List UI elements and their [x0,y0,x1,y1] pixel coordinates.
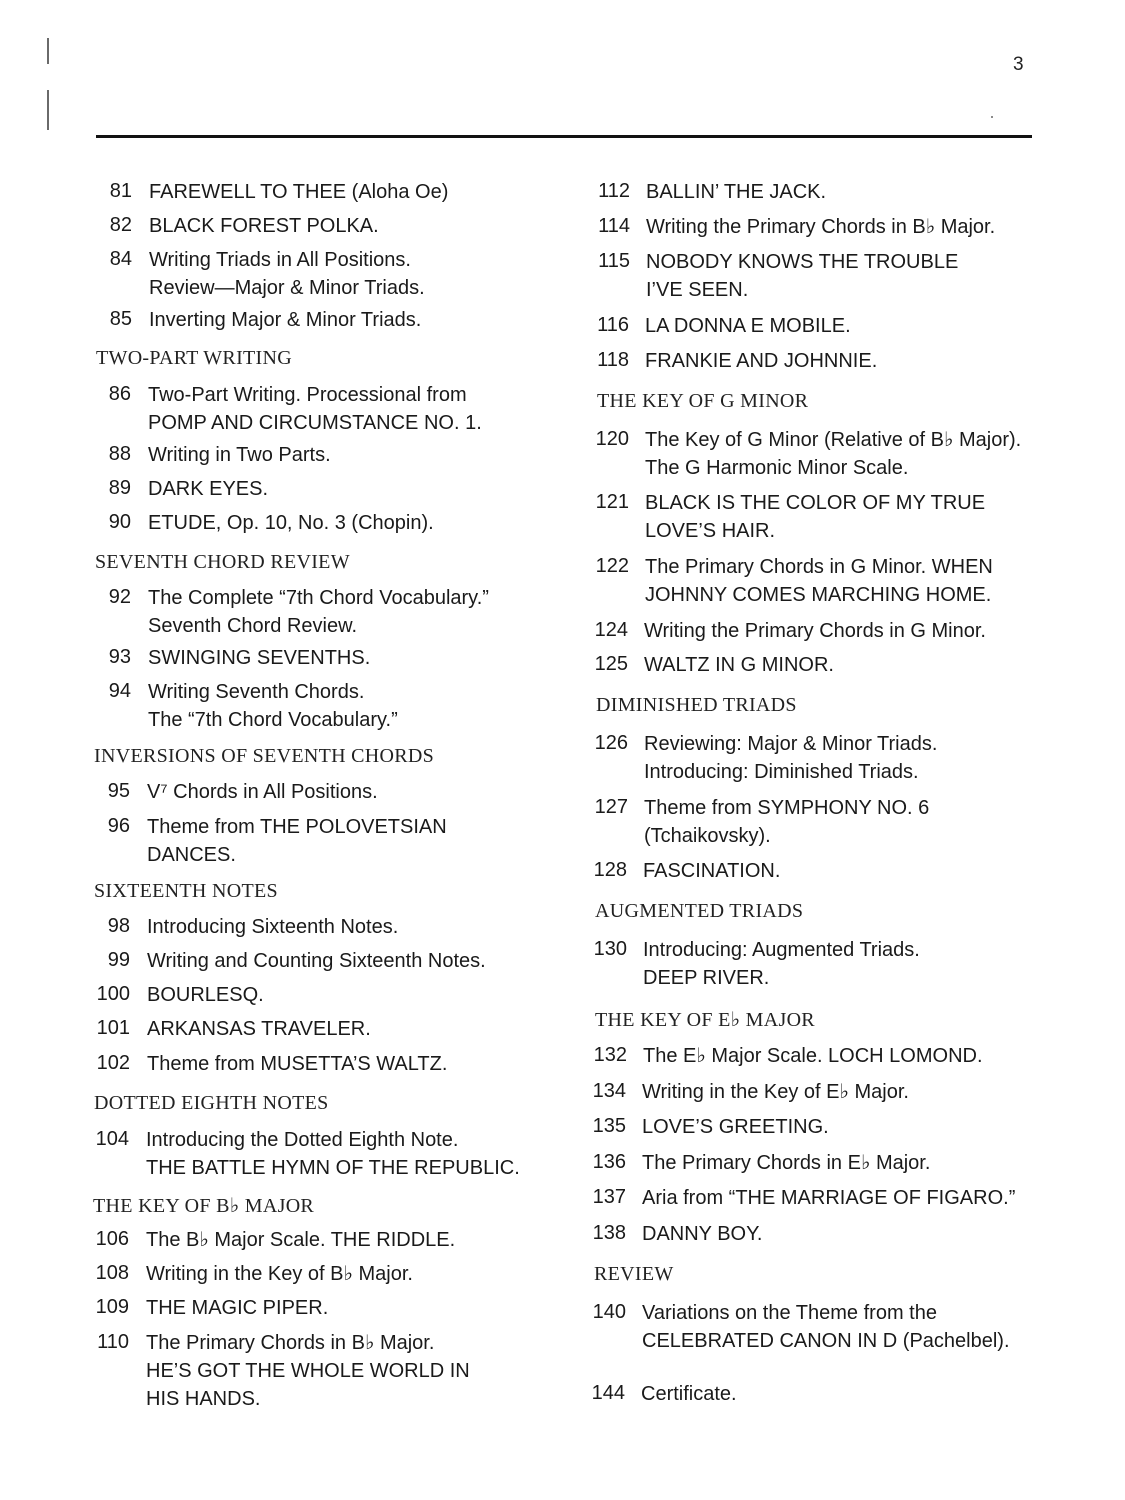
toc-page-number: 99 [107,949,130,971]
toc-page-number: 92 [108,586,131,608]
section-heading: THE KEY OF G MINOR [597,390,809,412]
toc-title [646,178,826,206]
toc-title-line: Introducing: Augmented Triads. [643,939,920,961]
toc-title [643,857,780,885]
stray-mark [991,116,993,118]
toc-title-line: Aria from “THE MARRIAGE OF FIGARO.” [642,1187,1016,1209]
toc-title-line: (Tchaikovsky). [644,825,771,847]
toc-title-line: DARK EYES. [148,478,269,500]
toc-title-line: Introducing Sixteenth Notes. [147,916,399,938]
toc-title-line: The Primary Chords in E♭ Major. [642,1152,931,1174]
toc-title-line: FRANKIE AND JOHNNIE. [645,350,878,372]
toc-title [146,1226,455,1254]
toc-title-line: Writing Triads in All Positions. [149,249,411,271]
toc-title-line: HE’S GOT THE WHOLE WORLD IN [146,1360,470,1382]
toc-page-number: 85 [109,308,132,330]
toc-title [146,1329,470,1413]
toc-title-line: DANCES. [147,844,236,866]
toc-title-line: Certificate. [641,1383,737,1405]
toc-title-line: BLACK IS THE COLOR OF MY TRUE [645,492,986,514]
section-heading: DOTTED EIGHTH NOTES [94,1092,329,1114]
toc-title [645,553,993,609]
toc-title [146,1126,520,1182]
toc-page-number: 128 [593,859,627,881]
toc-page-number: 104 [95,1128,129,1150]
toc-title-line: ETUDE, Op. 10, No. 3 (Chopin). [148,512,434,534]
toc-title-line: Seventh Chord Review. [148,615,358,637]
toc-title-line: Introducing the Dotted Eighth Note. [146,1129,459,1151]
toc-title-line: WALTZ IN G MINOR. [644,654,834,676]
toc-title-line: THE BATTLE HYMN OF THE REPUBLIC. [146,1157,520,1179]
toc-page-number: 100 [96,983,130,1005]
toc-title [644,651,834,679]
toc-title [645,489,985,545]
toc-title-line: SWINGING SEVENTHS. [148,647,371,669]
toc-title-line: The Primary Chords in G Minor. WHEN [645,556,993,578]
toc-title-line: Reviewing: Major & Minor Triads. [644,733,938,755]
toc-title-line: LOVE’S HAIR. [645,520,776,542]
toc-title-line: LOVE’S GREETING. [642,1116,829,1138]
toc-title-line: THE MAGIC PIPER. [146,1297,329,1319]
toc-title [147,981,264,1009]
toc-title-line: The Complete “7th Chord Vocabulary.” [148,587,489,609]
toc-title [148,441,331,469]
toc-title-line: LA DONNA E MOBILE. [645,315,851,337]
toc-title-line: Variations on the Theme from the [642,1302,937,1324]
margin-mark-upper [47,38,49,64]
toc-page-number: 125 [594,653,628,675]
toc-title-line: Introducing: Diminished Triads. [644,761,919,783]
toc-page-number: 118 [597,349,629,371]
toc-title-line: HIS HANDS. [146,1388,261,1410]
toc-title [642,1299,1010,1355]
toc-title [147,778,378,806]
toc-title-line: Theme from SYMPHONY NO. 6 [644,797,930,819]
section-heading: REVIEW [594,1263,674,1285]
toc-title [147,1015,371,1043]
toc-title [644,730,937,786]
toc-page-number: 134 [592,1080,626,1102]
section-heading: DIMINISHED TRIADS [596,694,797,716]
toc-title [149,178,448,206]
toc-page-number: 89 [108,477,131,499]
toc-title-line: JOHNNY COMES MARCHING HOME. [645,584,992,606]
section-heading: THE KEY OF E♭ MAJOR [595,1009,815,1031]
toc-title-line: Inverting Major & Minor Triads. [149,309,422,331]
toc-page-number: 112 [598,180,630,202]
toc-page-number: 130 [593,938,627,960]
toc-page-number: 136 [592,1151,626,1173]
toc-title-line: The Key of G Minor (Relative of B♭ Major). [645,429,1022,451]
toc-title-line: V⁷ Chords in All Positions. [147,781,378,803]
toc-title-line: ARKANSAS TRAVELER. [147,1018,371,1040]
toc-title-line: FAREWELL TO THEE (Aloha Oe) [149,181,449,203]
toc-title-line: Writing and Counting Sixteenth Notes. [147,950,486,972]
toc-title [148,678,398,734]
section-heading: SIXTEENTH NOTES [94,880,278,902]
toc-title [148,475,268,503]
toc-title [148,509,434,537]
toc-page-number: 140 [592,1301,626,1323]
section-heading: INVERSIONS OF SEVENTH CHORDS [94,745,435,767]
toc-title-line: Writing Seventh Chords. [148,681,365,703]
toc-title [645,312,851,340]
toc-title-line: DANNY BOY. [642,1223,763,1245]
toc-title [643,936,920,992]
toc-page-number: 114 [598,215,630,237]
toc-title [148,584,489,640]
toc-title-line: FASCINATION. [643,860,781,882]
toc-title [642,1113,829,1141]
toc-title-line: The Primary Chords in B♭ Major. [146,1332,435,1354]
toc-title [645,426,1021,482]
toc-page-number: 81 [109,180,132,202]
toc-title [149,246,425,302]
toc-page-number: 96 [107,815,130,837]
toc-title-line: The G Harmonic Minor Scale. [645,457,909,479]
toc-page-number: 95 [107,780,130,802]
toc-title-line: The B♭ Major Scale. THE RIDDLE. [146,1229,456,1251]
toc-page-number: 137 [592,1186,626,1208]
toc-page-number: 82 [109,214,132,236]
toc-title-line: Theme from THE POLOVETSIAN [147,816,447,838]
toc-title [642,1149,930,1177]
toc-page-number: 121 [595,491,629,513]
toc-title-line: The “7th Chord Vocabulary.” [148,709,398,731]
toc-title [148,644,370,672]
toc-page-number: 101 [96,1017,130,1039]
toc-title-line: Review—Major & Minor Triads. [149,277,425,299]
toc-title [646,213,995,241]
toc-page-number: 120 [595,428,629,450]
toc-title [646,248,958,304]
toc-page-number: 124 [594,619,628,641]
toc-title-line: BALLIN’ THE JACK. [646,181,827,203]
toc-page-number: 84 [109,248,132,270]
toc-page-number: 102 [96,1052,130,1074]
toc-page-number: 127 [594,796,628,818]
toc-title [149,306,421,334]
toc-page-number: 90 [108,511,131,533]
toc-page-number: 132 [593,1044,627,1066]
toc-title [645,347,877,375]
toc-page-number: 94 [108,680,131,702]
toc-page-number: 109 [95,1296,129,1318]
section-heading: TWO-PART WRITING [96,347,293,369]
toc-page-number: 98 [107,915,130,937]
header-rule [96,135,1032,138]
toc-title [643,1042,983,1070]
toc-title-line: Writing the Primary Chords in B♭ Major. [646,216,996,238]
toc-page-number: 138 [592,1222,626,1244]
toc-page-number: 116 [597,314,629,336]
margin-mark-lower [47,90,49,130]
toc-page-number: 126 [594,732,628,754]
toc-title [147,913,398,941]
toc-title-line: NOBODY KNOWS THE TROUBLE [646,251,959,273]
page-number: 3 [1013,54,1024,75]
toc-title-line: Writing the Primary Chords in G Minor. [644,620,986,642]
section-heading: SEVENTH CHORD REVIEW [95,551,350,573]
toc-title-line: BLACK FOREST POLKA. [149,215,379,237]
toc-title [149,212,379,240]
toc-page-number: 86 [108,383,131,405]
toc-page-number: 106 [95,1228,129,1250]
toc-page-number: 122 [595,555,629,577]
toc-title-line: Two-Part Writing. Processional from [148,384,467,406]
toc-title-line: Writing in Two Parts. [148,444,331,466]
toc-title-line: CELEBRATED CANON IN D (Pachelbel). [642,1330,1010,1352]
toc-title-line: I’VE SEEN. [646,279,749,301]
toc-title [642,1220,762,1248]
toc-title [644,794,929,850]
toc-page-number: 93 [108,646,131,668]
section-heading: AUGMENTED TRIADS [595,900,804,922]
toc-title [642,1078,909,1106]
toc-page-number: 135 [592,1115,626,1137]
toc-title [147,1050,447,1078]
toc-title [147,813,447,869]
toc-title [146,1260,413,1288]
toc-title [148,381,482,437]
toc-title [641,1380,737,1408]
toc-title-line: Writing in the Key of E♭ Major. [642,1081,909,1103]
toc-page-number: 88 [108,443,131,465]
toc-page-number: 115 [598,250,630,272]
toc-title [642,1184,1015,1212]
toc-title [644,617,986,645]
toc-title-line: Writing in the Key of B♭ Major. [146,1263,413,1285]
section-heading: THE KEY OF B♭ MAJOR [93,1195,315,1217]
toc-title [146,1294,328,1322]
toc-title-line: Theme from MUSETTA’S WALTZ. [147,1053,448,1075]
toc-page-number: 110 [97,1331,129,1353]
toc-title [147,947,486,975]
toc-title-line: BOURLESQ. [147,984,264,1006]
toc-page-number: 144 [591,1382,625,1404]
toc-title-line: DEEP RIVER. [643,967,770,989]
toc-page-number: 108 [95,1262,129,1284]
toc-title-line: The E♭ Major Scale. LOCH LOMOND. [643,1045,983,1067]
toc-title-line: POMP AND CIRCUMSTANCE NO. 1. [148,412,482,434]
